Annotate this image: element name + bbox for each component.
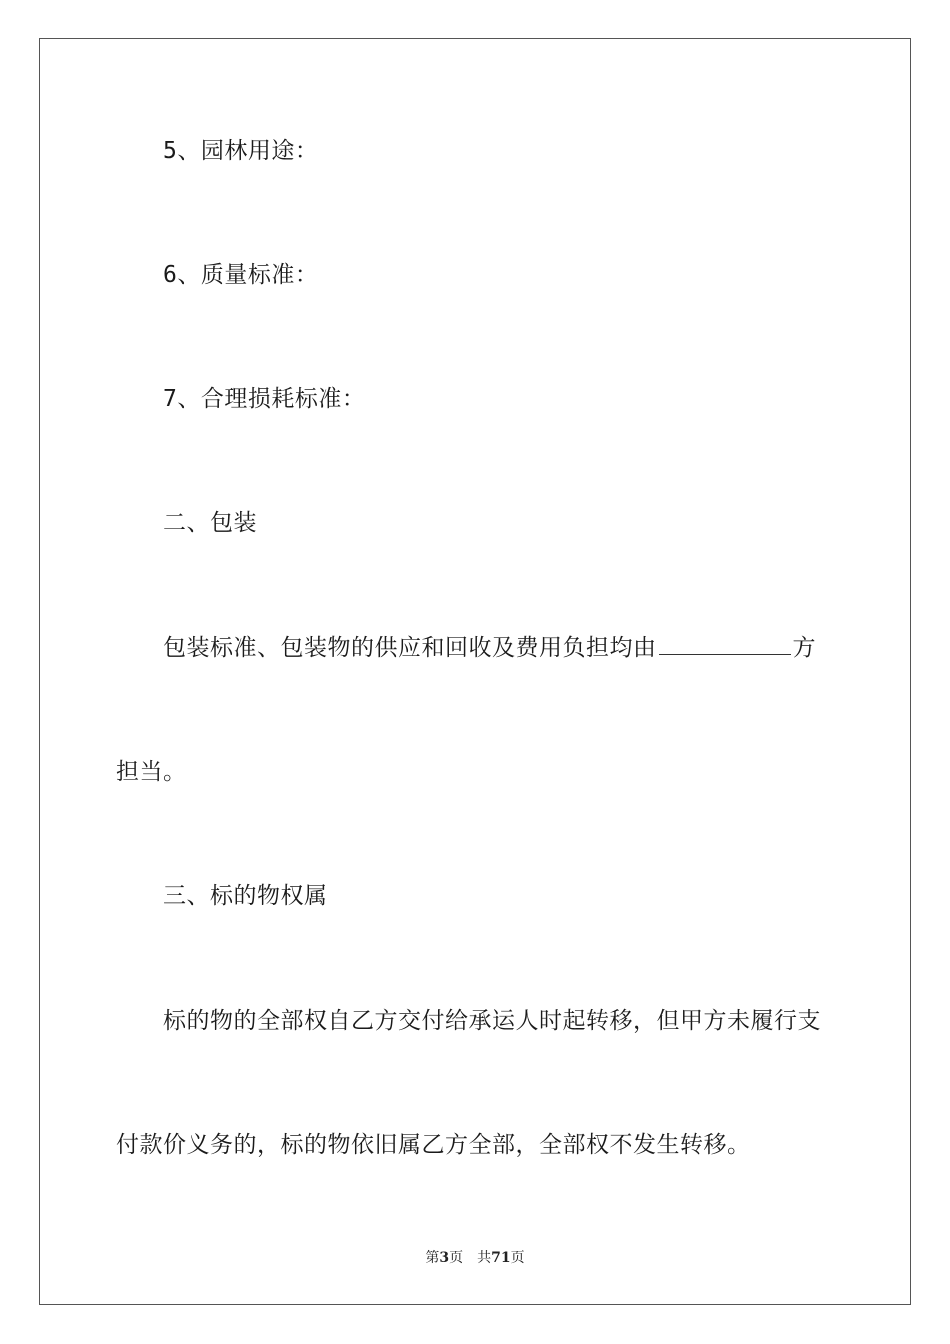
packaging-paragraph bbox=[163, 633, 816, 663]
ownership-paragraph-line-1: 标的物的全部权自乙方交付给承运人时起转移，但甲方未履行支 bbox=[163, 1008, 821, 1034]
clause-item-7: 7、合理损耗标准： bbox=[163, 386, 366, 412]
current-page-number: 3 bbox=[439, 1250, 450, 1266]
footer-prefix: 第 bbox=[425, 1250, 440, 1266]
footer-total-suffix: 页 bbox=[510, 1250, 525, 1266]
footer-total-prefix: 共 bbox=[477, 1250, 492, 1266]
clause-item-6: 6、质量标准： bbox=[163, 262, 319, 288]
section-heading-ownership: 三、标的物权属 bbox=[163, 883, 328, 909]
fill-in-blank bbox=[659, 634, 791, 655]
footer-page-suffix: 页 bbox=[449, 1250, 464, 1266]
page-footer bbox=[0, 1247, 950, 1267]
section-heading-packaging: 二、包装 bbox=[163, 510, 257, 536]
page-frame bbox=[39, 38, 911, 1305]
total-page-count: 71 bbox=[491, 1250, 511, 1266]
clause-item-5: 5、园林用途： bbox=[163, 138, 319, 164]
packaging-text-start: 包装标准、包装物的供应和回收及费用负担均由 bbox=[163, 635, 657, 661]
packaging-paragraph-continued: 担当。 bbox=[116, 759, 187, 785]
ownership-paragraph-line-2: 付款价义务的，标的物依旧属乙方全部，全部权不发生转移。 bbox=[116, 1132, 751, 1158]
packaging-text-end: 方 bbox=[792, 635, 816, 661]
